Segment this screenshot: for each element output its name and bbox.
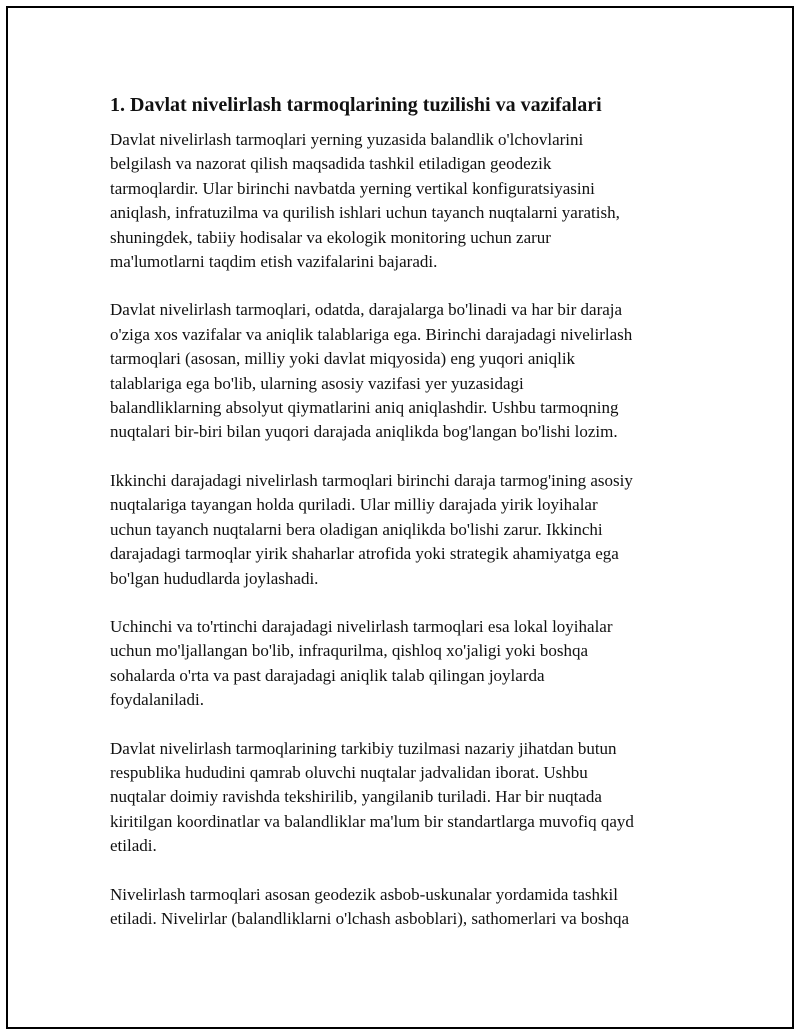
section-heading: 1. Davlat nivelirlash tarmoqlarining tuzilishi va vazifalari bbox=[110, 94, 602, 116]
text-line: Uchinchi va to'rtinchi darajadagi nivelirlash tarmoqlari esa lokal loyihalar bbox=[110, 616, 613, 636]
text-line: uchun tayanch nuqtalarni bera oladigan aniqlikda bo'lishi zarur. Ikkinchi bbox=[110, 519, 603, 539]
paragraph bbox=[110, 469, 690, 591]
text-line: nuqtalariga tayangan holda quriladi. Ular milliy darajada yirik loyihalar bbox=[110, 495, 598, 515]
paragraph bbox=[110, 128, 690, 274]
text-line: etiladi. Nivelirlar (balandliklarni o'lchash asboblari), sathomerlari va boshqa bbox=[110, 908, 630, 928]
text-line: talablariga ega bo'lib, ularning asosiy vazifasi yer yuzasidagi bbox=[110, 373, 524, 393]
text-line: tarmoqlari (asosan, milliy yoki davlat miqyosida) eng yuqori aniqlik bbox=[110, 349, 576, 369]
paragraph bbox=[110, 883, 690, 932]
text-line: kiritilgan koordinatlar va balandliklar ma'lum bir standartlarga muvofiq qayd bbox=[110, 811, 634, 831]
text-line: nuqtalari bir-biri bilan yuqori darajada aniqlikda bog'langan bo'lishi lozim. bbox=[110, 422, 618, 442]
text-line: nuqtalar doimiy ravishda tekshirilib, yangilanib turiladi. Har bir nuqtada bbox=[110, 787, 602, 807]
text-line: bo'lgan hududlarda joylashadi. bbox=[110, 568, 319, 588]
text-line: etiladi. bbox=[110, 836, 157, 856]
text-line: aniqlash, infratuzilma va qurilish ishlari uchun tayanch nuqtalarni yaratish, bbox=[110, 203, 620, 223]
text-line: uchun mo'ljallangan bo'lib, infraqurilma, qishloq xo'jaligi yoki boshqa bbox=[110, 641, 589, 661]
text-line: darajadagi tarmoqlar yirik shaharlar atrofida yoki strategik ahamiyatga ega bbox=[110, 544, 619, 564]
text-line: foydalaniladi. bbox=[110, 690, 204, 710]
document-body bbox=[110, 92, 690, 955]
text-line: Nivelirlash tarmoqlari asosan geodezik asbob-uskunalar yordamida tashkil bbox=[110, 884, 618, 904]
text-line: shuningdek, tabiiy hodisalar va ekologik monitoring uchun zarur bbox=[110, 227, 551, 247]
text-line: sohalarda o'rta va past darajadagi aniqlik talab qilingan joylarda bbox=[110, 665, 545, 685]
text-line: o'ziga xos vazifalar va aniqlik talablariga ega. Birinchi darajadagi nivelirlash bbox=[110, 324, 633, 344]
text-line: ma'lumotlarni taqdim etish vazifalarini bajaradi. bbox=[110, 252, 438, 272]
text-line: respublika hududini qamrab oluvchi nuqtalar jadvalidan iborat. Ushbu bbox=[110, 762, 588, 782]
paragraph bbox=[110, 615, 690, 713]
text-line: Davlat nivelirlash tarmoqlarining tarkibiy tuzilmasi nazariy jihatdan butun bbox=[110, 738, 617, 758]
text-line: tarmoqlardir. Ular birinchi navbatda yerning vertikal konfiguratsiyasini bbox=[110, 178, 595, 198]
text-line: balandliklarning absolyut qiymatlarini aniq aniqlashdir. Ushbu tarmoqning bbox=[110, 398, 619, 418]
text-line: belgilash va nazorat qilish maqsadida tashkil etiladigan geodezik bbox=[110, 154, 552, 174]
text-line: Ikkinchi darajadagi nivelirlash tarmoqlari birinchi daraja tarmog'ining asosiy bbox=[110, 470, 633, 490]
text-line: Davlat nivelirlash tarmoqlari, odatda, darajalarga bo'linadi va har bir daraja bbox=[110, 300, 623, 320]
paragraph bbox=[110, 737, 690, 859]
paragraph bbox=[110, 298, 690, 444]
text-line: Davlat nivelirlash tarmoqlari yerning yuzasida balandlik o'lchovlarini bbox=[110, 130, 584, 149]
